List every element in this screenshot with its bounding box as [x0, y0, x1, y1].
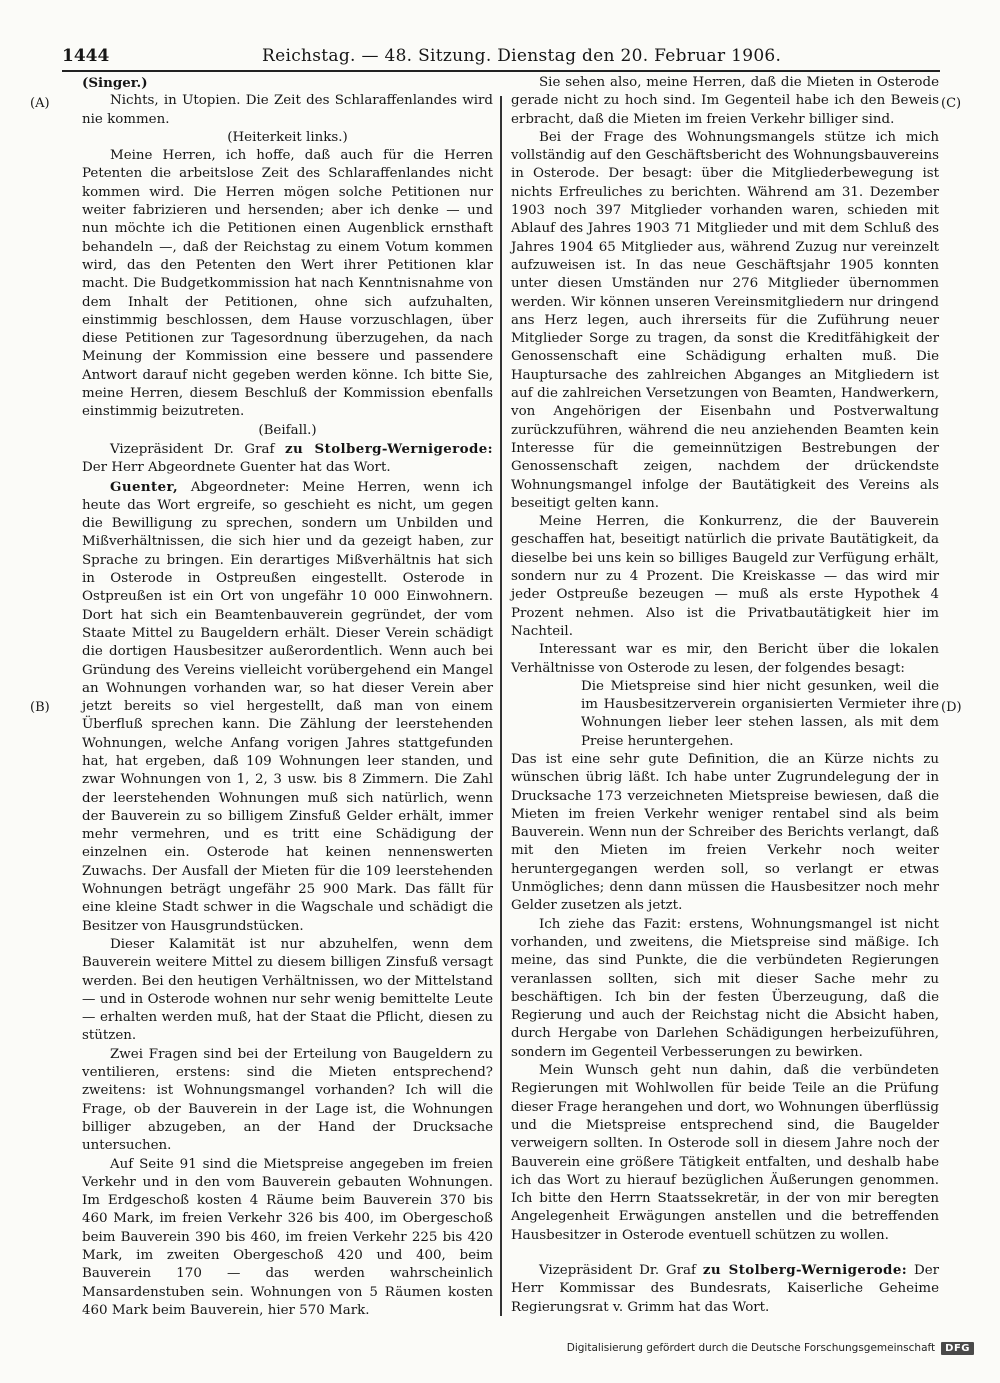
chair-label: Vizepräsident Dr. Graf [110, 441, 275, 457]
left-column [82, 74, 493, 1320]
paragraph: Sie sehen also, meine Herren, daß die Mieten in Osterode gerade nicht zu hoch sind. Im Gegenteil habe ich den Beweis erbracht, daß die Mieten im freien Verkehr billiger sind. [511, 75, 939, 127]
chair-name: zu Stolberg-Wernigerode: [285, 440, 493, 457]
speech-text: Abgeordneter: Meine Herren, wenn ich heute das Wort ergreife, so geschieht es nicht, um gegen die Bewilligung zu sprechen, sondern um Unbilden und Mißverhältnissen, die sich hier und da gezeigt haben, zur Sprache zu bringen. Ein derartiges Mißverhältnis hat sich in Osterode in Ostpreußen eingestellt. Osterode in Ostpreußen ist ein Ort von ungefähr 10 000 Einwohnern. Dort hat sich ein Beamtenbauverein gegründet, der vom Staate Mittel zu Baugeldern erhält. Dieser Verein schädigt die dortigen Hausbesitzer außerordentlich. Wenn auch bei Gründung des Vereins vielleicht vorübergehend ein Mangel an Wohnungen vorhanden war, so hat dieser Verein aber jetzt bereits so viel hergestellt, daß man von einem Überfluß sprechen kann. Die Zählung der leerstehenden Wohnungen, welche Anfang vorigen Jahres stattgefunden hat, hat ergeben, daß 109 Wohnungen leer standen, und zwar Wohnungen von 1, 2, 3 usw. bis 8 Zimmern. Die Zahl der leerstehenden Wohnungen muß sich natürlich, wenn der Bauverein zu so billigem Zinsfuß Gelder erhält, immer mehr vermehren, und es tritt eine Schädigung der einzelnen ein. Osterode hat keinen nennenswerten Zuwachs. Der Ausfall der Mieten für die 109 leerstehenden Wohnungen beträgt ungefähr 25 900 Mark. Das fällt für eine kleine Stadt schwer in die Wagschale und schädigt die Besitzer von Hausgrundstücken. [82, 479, 493, 934]
footer [567, 1338, 974, 1358]
paragraph: Auf Seite 91 sind die Mietspreise angegeben im freien Verkehr und in den vom Bauverein gebauten Wohnungen. Im Erdgeschoß kosten 4 Räume beim Bauverein 370 bis 460 Mark, im freien Verkehr 326 bis 400, im Obergeschoß beim Bauverein 390 bis 460, im freien Verkehr 225 bis 420 Mark, im zweiten Obergeschoß 420 und 400, beim Bauverein 170 — das werden wahrscheinlich Mansardenstuben sein. Wohnungen von 5 Räumen kosten 460 Mark beim Bauverein, hier 570 Mark. [82, 1156, 493, 1318]
page-header [62, 44, 940, 72]
block-quote: Die Mietspreise sind hier nicht gesunken, weil die im Hausbesitzerverein organisierten Vermieter ihre Wohnungen lieber leer stehen lassen, als mit dem Preise heruntergehen. [581, 678, 939, 749]
running-title: Reichstag. — 48. Sitzung. Dienstag den 20. Februar 1906. [262, 46, 782, 66]
chair-text: Der Herr Abgeordnete Guenter hat das Wort. [82, 460, 391, 476]
chair-text: Der Herr Kommissar des Bundesrats, Kaiserliche Geheime Regierungsrat v. Grimm hat das Wort. [511, 1263, 940, 1315]
speaker-tag: (Singer.) [82, 75, 148, 91]
paragraph: Interessant war es mir, den Bericht über die lokalen Verhältnisse von Osterode zu lesen, der folgendes besagt: [511, 642, 939, 676]
chair-label: Vizepräsident Dr. Graf [539, 1263, 696, 1278]
speaker-name: Guenter, [110, 478, 179, 495]
column-rule [500, 96, 502, 1316]
paragraph: Zwei Fragen sind bei der Erteilung von Baugeldern zu ventilieren, erstens: sind die Mieten entsprechend? zweitens: ist Wohnungsmangel vorhanden? Ich will die Frage, ob der Bauverein in der Lage ist, die Wohnungen billiger abzugeben, an der Hand der Drucksache untersuchen. [82, 1046, 493, 1154]
funding-note: Digitalisierung gefördert durch die Deutsche Forschungsgemeinschaft [566, 1342, 936, 1354]
margin-marker-c: (C) [941, 96, 962, 111]
chair-statement [82, 440, 493, 478]
dfg-logo: DFG [941, 1342, 974, 1355]
paragraph: Ich ziehe das Fazit: erstens, Wohnungsmangel ist nicht vorhanden, und zweitens, die Mietspreise sind mäßige. Ich meine, das sind Punkte, die die verbündeten Regierungen veranlassen sollten, sich mit dieser Sache mehr zu beschäftigen. Ich bin der festen Überzeugung, daß die Regierung und auch der Reichstag nicht die Absicht haben, durch Hergabe von Darlehen Schädigungen herbeizuführen, sondern im Gegenteil Verbesserungen zu bewirken. [511, 916, 939, 1060]
paragraph: Mein Wunsch geht nun dahin, daß die verbündeten Regierungen mit Wohlwollen für beide Teile an die Prüfung dieser Frage herangehen und dort, wo Wohnungen überflüssig und die Mietspreise entsprechend sind, die Baugelder verweigern sollten. In Osterode soll in diesem Jahre noch der Bauverein eine größere Tätigkeit entfalten, und deshalb habe ich das Wort zu hierauf bezüglichen Äußerungen genommen. Ich bitte den Herrn Staatssekretär, in der von mir beregten Angelegenheit Erwägungen anstellen und die betreffenden Hausbesitzer in Osterode eventuell schützen zu wollen. [511, 1063, 939, 1243]
speech-paragraph [82, 478, 493, 936]
paragraph: Meine Herren, ich hoffe, daß auch für die Herren Petenten die arbeitslose Zeit des Schlaraffenlandes nicht kommen wird. Die Herren mögen solche Petitionen nur weiter fabrizieren und hersenden; aber ich denke — und nun möchte ich die Petitionen einen Augenblick ernsthaft behandeln —, daß der Reichstag zu einem Votum kommen wird, das den Petenten den Wert ihrer Petitionen klar macht. Die Budgetkommission hat nach Kenntnisnahme von dem Inhalt der Petitionen, ohne sich aufzuhalten, einstimmig beschlossen, dem Hause vorzuschlagen, über diese Petitionen zur Tagesordnung überzugehen, da nach Meinung der Kommission eine bessere und passendere Antwort darauf nicht gegeben werden könne. Ich bitte Sie, meine Herren, diesem Beschluß der Kommission ebenfalls einstimmig beizutreten. [82, 148, 493, 420]
paragraph: Meine Herren, die Konkurrenz, die der Bauverein geschaffen hat, beseitigt natürlich die private Bautätigkeit, da dieselbe bei uns kein so billiges Baugeld zur Verfügung erhält, sondern nur zu 4 Prozent. Die Kreiskasse — das wird mir jeder Ostpreuße bezeugen — muß als erste Hypothek 4 Prozent nehmen. Also ist die Privatbautätigkeit hier im Nachteil. [511, 514, 939, 639]
margin-marker-d: (D) [941, 700, 962, 715]
margin-marker-b: (B) [30, 700, 50, 715]
chair-name: zu Stolberg-Wernigerode: [702, 1262, 908, 1278]
paragraph: Bei der Frage des Wohnungsmangels stütze ich mich vollständig auf den Geschäftsbericht des Wohnungsbauvereins in Osterode. Der besagt: über die Mitgliederbewegung ist nichts Erfreuliches zu berichten. Während am 31. Dezember 1903 noch 397 Mitglieder vorhanden waren, schieden mit Ablauf des Jahres 1903 71 Mitglieder und mit dem Schluß des Jahres 1904 65 Mitglieder aus, während Zuzug nur vereinzelt aufzuweisen ist. In das neue Geschäftsjahr 1905 konnten unter diesen Umständen nur 276 Mitglieder übernommen werden. Wir können unseren Vereinsmitgliedern nur dringend ans Herz legen, auch ihrerseits für die Zuführung neuer Mitglieder Sorge zu tragen, da sonst die Kreditfähigkeit der Genossenschaft eine Schädigung erhalten muß. Die Hauptursache des zahlreichen Abganges an Mitgliedern ist auf die zahlreichen Versetzungen von Beamten, Handwerkern, von Angehörigen der Eisenbahn und Postverwaltung zurückzuführen, während die neu anziehenden Beamten kein Interesse für die gemeinnützigen Bestrebungen der Genossenschaft zeigen, nachdem der drückendste Wohnungsmangel infolge der Bautätigkeit des Vereins als beseitigt gelten kann. [511, 129, 939, 511]
page-number: 1444 [62, 46, 110, 66]
interjection: (Beifall.) [258, 422, 317, 438]
paragraph: Nichts, in Utopien. Die Zeit des Schlaraffenlandes wird nie kommen. [82, 93, 493, 127]
margin-marker-a: (A) [30, 96, 50, 111]
right-column [511, 74, 939, 1317]
paragraph: Dieser Kalamität ist nur abzuhelfen, wenn dem Bauverein weitere Mittel zu diesem billigen Zinsfuß versagt werden. Bei den heutigen Verhältnissen, wo der Mittelstand — und in Osterode wohnen nur sehr wenig bemittelte Leute — erhalten werden muß, hat der Staat die Pflicht, diesen zu stützen. [82, 936, 493, 1044]
chair-statement [511, 1261, 939, 1317]
paragraph: Das ist eine sehr gute Definition, die an Kürze nichts zu wünschen übrig läßt. Ich habe unter Zugrundelegung der in Drucksache 173 verzeichneten Mietspreise bewiesen, daß die Mieten im freien Verkehr weniger rentabel sind als beim Bauverein. Wenn nun der Schreiber des Berichts verlangt, daß mit den Mieten im freien Verkehr noch weiter heruntergegangen werden soll, so verlangt er etwas Unmögliches; denn dann müssen die Hausbesitzer noch mehr Gelder zusetzen als jetzt. [511, 751, 939, 914]
interjection: (Heiterkeit links.) [227, 129, 348, 145]
